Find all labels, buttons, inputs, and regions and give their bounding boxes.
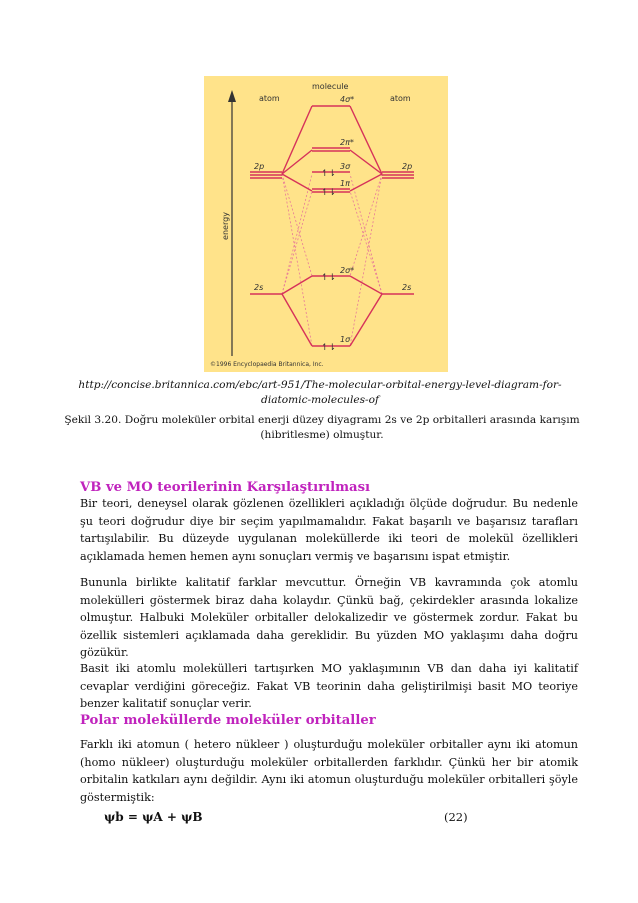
paragraph-1: Bir teori, deneysel olarak gözlenen özellikleri açıkladığı ölçüde doğrudur. Bu nedenle şu teori doğrudur diye bir seçim yapılmamalıdır. Fakat başarılı ve başarısız tarafları tartışılabilir. Bu düzeyde uygulanan moleküllerde iki teori de molekül özellikleri açıklamada hemen hemen aynı sonuçları vermiş ve başarısını ispat etmiştir. [80, 497, 578, 563]
paragraph-4: Farklı iki atomun ( hetero nükleer ) oluşturduğu moleküler orbitaller aynı iki atomun (homo nükleer) oluşturduğu moleküler orbitallerden farklıdır. Çünkü her bir atomik orbitalin katkıları aynı değildir. Aynı iki atomun oluşturduğu moleküler orbitalleri şöyle göstermiştik: [80, 738, 578, 804]
electron-arrows [321, 169, 336, 353]
energy-axis-arrow-icon [228, 90, 236, 102]
paragraph-2: Bununla birlikte kalitatif farklar mevcuttur. Örneğin VB kavramında çok atomlu molekülleri göstermek biraz daha kolaydır. Çünkü bağ, çekirdekler arasında lokalize olmuştur. Halbuki Moleküler orbitaller delokalizedir ve göstermek zordur. Fakat bu özellik sistemleri açıklamada daha gereklidir. Bu yüzden MO yaklaşımı daha doğru gözükür. [80, 576, 578, 660]
1sigma-label: 1σ [340, 335, 351, 344]
figure-caption: Şekil 3.20. Doğru moleküler orbital enerji düzey diyagramı 2s ve 2p orbitalleri arasında karışım (hibritlesme) olmuştur. [64, 414, 580, 441]
2s-right-label: 2s [402, 283, 412, 292]
equation: ψb = ψA + ψB [104, 810, 203, 824]
svg-text:↿⇂: ↿⇂ [321, 169, 337, 179]
4sigma-star-label: 4σ* [340, 95, 355, 104]
section-heading-polar: Polar moleküllerde moleküler orbitaller [80, 713, 376, 728]
1pi-label: 1π [340, 179, 350, 188]
2p-left-label: 2p [254, 162, 265, 171]
equation-number: (22) [444, 810, 468, 824]
paragraph-3: Basit iki atomlu molekülleri tartışırken MO yaklaşımının VB dan daha iyi kalitatif cevaplar verdiğini göreceğiz. Fakat VB teorinin daha geliştirilmişi basit MO teoriye benzer kalitatif sonuçlar verir. [80, 662, 578, 711]
atom-left-label: atom [259, 94, 280, 103]
svg-text:↿⇂: ↿⇂ [321, 343, 337, 353]
svg-text:↿⇂: ↿⇂ [321, 188, 337, 198]
section-heading-vb-mo: VB ve MO teorilerinin Karşılaştırılması [80, 480, 371, 495]
2s-left-label: 2s [254, 283, 264, 292]
atom-right-label: atom [390, 94, 411, 103]
solid-correlations [282, 106, 382, 346]
2p-right-label: 2p [402, 162, 413, 171]
energy-label: energy [221, 212, 230, 240]
figure-source-url: http://concise.britannica.com/ebc/art-951/The-molecular-orbital-energy-level-diagram-for-diatomic-molecules-of [78, 379, 562, 406]
mo-energy-diagram [204, 76, 448, 372]
molecule-label: molecule [312, 82, 349, 91]
3sigma-label: 3σ [340, 162, 351, 171]
2sigma-star-label: 2σ* [340, 266, 355, 275]
copyright-text: ©1996 Encyclopaedia Britannica, Inc. [210, 361, 324, 368]
mo-diagram-svg [204, 76, 448, 372]
2pi-star-label: 2π* [340, 138, 354, 147]
svg-text:↿⇂: ↿⇂ [321, 273, 337, 283]
